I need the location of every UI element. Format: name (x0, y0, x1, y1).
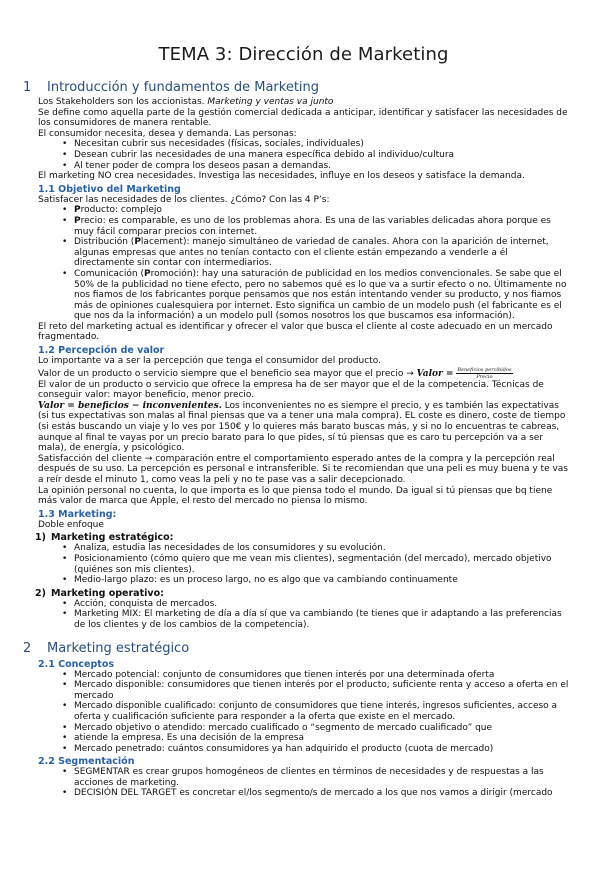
text: Los inconvenientes no es siempre el precio, y es también las expectativas (si tus expectativas son malas al final piensas que va a tener una mala compra). EL coste es dinero, coste de tiempo (si estás buscando un viaje y lo ves por 150€ y lo quieres más barato buscas más, y si no lo encuentras te cabreas, aunque al final te vayas por un precio barato para lo que pides, sí tú piensas que es caro tu percepción va a ser mala), de energía, y psicológico. (38, 400, 566, 454)
text: Los Stakeholders son los accionistas. (38, 97, 205, 107)
list-item (74, 237, 569, 269)
enfoque-1-heading (35, 532, 569, 543)
subsection-1-3-heading: 1.3 Marketing: (38, 508, 117, 520)
list-item (74, 205, 569, 216)
bold-letter: P (134, 237, 141, 248)
text: recio: es comparable, es uno de los problemas ahora. Es una de las variables delicadas ahora porque es muy fácil comparar precios con internet. (74, 215, 551, 237)
paragraph (38, 97, 569, 108)
section-2-heading (23, 641, 569, 657)
text: Valor de un producto o servicio siempre que el beneficio sea mayor que el precio → (38, 368, 414, 379)
paragraph: Satisfacer las necesidades de los clientes. ¿Cómo? Con las 4 P’s: (38, 194, 330, 205)
text: roducto: complejo (80, 205, 162, 216)
subsection-1-1-heading: 1.1 Objetivo del Marketing (38, 183, 181, 195)
paragraph: Doble enfoque (38, 519, 104, 530)
enfoque-number: 1) (35, 532, 46, 544)
paragraph: El valor de un producto o servicio que ofrece la empresa ha de ser mayor que el de la competencia. Técnicas de conseguir valor: mayor beneficio, menor precio. (38, 379, 544, 401)
list-item: • Medio-largo plazo: es un proceso largo, no es algo que va cambiando continuamente (74, 575, 569, 586)
list-item: • Necesitan cubrir sus necesidades (físicas, sociales, individuales) (74, 139, 569, 150)
list-item (74, 269, 569, 322)
text: romoción): hay una saturación de publicidad en los medios convencionales. Se sabe que el 50% de la publicidad no tiene efecto, pero no sabemos qué es lo que va a surtir efecto o no. Últimamente no nos fiamos de los fabricantes porque pensamos que nos están intentando vender su producto, y nos fiamos más de opiniones cualesquiera por internet. Esto significa un cambio de un modelo push (el fabricante es el que nos da la información) a un modelo pull (somos nosotros los que buscamos esa información). (74, 268, 567, 322)
text: lacement): manejo simultáneo de variedad de canales. Ahora con la aparición de internet, algunas empresas que antes no tenían contacto con el cliente están empezando a venderle a él directamente sin contar con intermediarios. (74, 237, 549, 269)
list-item: • Marketing MIX: El marketing de día a día sí que va cambiando (te tienes que ir adaptando a las preferencias de los clientes y de los cambios de la competencia). (74, 609, 569, 630)
enfoque-title: Marketing estratégico: (51, 532, 174, 544)
text: Distribución ( (74, 237, 135, 248)
segmentation-list (38, 767, 569, 799)
paragraph: Se define como aquella parte de la gestión comercial dedicada a anticipar, identificar y satisfacer las necesidades de los consumidores de manera rentable. (38, 107, 568, 129)
paragraph: Lo importante va a ser la percepción que tenga el consumidor del producto. (38, 356, 381, 367)
value-fraction (456, 367, 512, 380)
subsection-1-2-heading: 1.2 Percepción de valor (38, 345, 165, 357)
bold-letter: P (143, 268, 151, 279)
enfoque-number: 2) (35, 587, 46, 599)
enfoque-2-heading (35, 588, 569, 599)
fraction-numerator: Beneficios percibidos (457, 366, 512, 373)
list-item: • Acción, conquista de mercados. (74, 599, 569, 610)
paragraph: Satisfacción del cliente → comparación entre el comportamiento esperado antes de la compra y la percepción real después de su uso. La percepción es personal e intransferible. Si te recomiendan que una peli es muy buena y te vas a reír desde el minuto 1, como veas la peli y no te pase vas a salir decepcionado. (38, 453, 568, 485)
section-1-heading (23, 80, 569, 96)
value-formula-paragraph (38, 367, 569, 380)
enfoque-title: Marketing operativo: (51, 587, 164, 599)
bold-letter: P (74, 215, 81, 226)
subsection-2-2-heading: 2.2 Segmentación (38, 756, 135, 768)
strategic-list (38, 543, 569, 585)
paragraph: El marketing NO crea necesidades. Investiga las necesidades, influye en los deseos y satisface la demanda. (38, 171, 525, 182)
section-title: Introducción y fundamentos de Marketing (47, 80, 320, 95)
section-number: 1 (23, 80, 32, 95)
list-item: • Desean cubrir las necesidades de una manera específica debido al individuo/cultura (74, 150, 569, 161)
four-ps-list (38, 205, 569, 322)
needs-list (38, 139, 569, 171)
list-item: • Mercado potencial: conjunto de consumidores que tienen interés por una determinada oferta (74, 670, 569, 681)
list-item: • Al tener poder de compra los deseos pasan a demandas. (74, 161, 569, 172)
operative-list (38, 599, 569, 631)
list-item: • atiende la empresa. Es una decisión de la empresa (74, 733, 569, 744)
list-item: • DECISIÓN DEL TARGET es concretar el/los segmento/s de mercado a los que nos vamos a dirigir (mercado (74, 788, 569, 799)
document-title: TEMA 3: Dirección de Marketing (158, 44, 449, 65)
paragraph: La opinión personal no cuenta, lo que importa es lo que piensa todo el mundo. Da igual si tú piensas que bq tiene más valor de marca que Apple, el resto del mercado no piensa lo mismo. (38, 485, 553, 507)
list-item: • SEGMENTAR es crear grupos homogéneos de clientes en términos de necesidades y de respuestas a las acciones de marketing. (74, 767, 569, 788)
list-item (74, 216, 569, 237)
concepts-list (38, 670, 569, 755)
list-item: • Mercado objetivo o atendido: mercado cualificado o “segmento de mercado cualificado” que (74, 723, 569, 734)
section-title: Marketing estratégico (47, 640, 190, 656)
paragraph (38, 401, 569, 454)
subsection-2-1-heading: 2.1 Conceptos (38, 658, 114, 670)
fraction-denominator: Precio (476, 373, 493, 380)
text: Comunicación ( (74, 268, 144, 279)
paragraph: El reto del marketing actual es identificar y ofrecer el valor que busca el cliente al coste adecuado en un mercado fragmentado. (38, 321, 553, 343)
formula-lhs: Valor = (416, 368, 454, 379)
list-item: • Mercado penetrado: cuántos consumidores ya han adquirido el producto (cuota de mercado) (74, 744, 569, 755)
paragraph: El consumidor necesita, desea y demanda. Las personas: (38, 128, 297, 139)
list-item: • Posicionamiento (cómo quiero que me vean mis clientes), segmentación (del mercado), mercado objetivo (quiénes son mis clientes). (74, 554, 569, 575)
section-number: 2 (23, 640, 32, 656)
bold-letter: P (74, 205, 81, 216)
italic-text: Marketing y ventas va junto (207, 97, 334, 107)
list-item: • Analiza, estudia las necesidades de los consumidores y su evolución. (74, 543, 569, 554)
document-page (0, 44, 600, 799)
formula: Valor = beneficios − inconvenientes. (38, 400, 222, 411)
list-item: • Mercado disponible cualificado: conjunto de consumidores que tiene interés, ingresos suficientes, acceso a oferta y cualificación suficiente para responder a la oferta que existe en el mercado. (74, 701, 569, 722)
list-item: • Mercado disponible: consumidores que tienen interés por el producto, suficiente renta y acceso a oferta en el mercado (74, 680, 569, 701)
